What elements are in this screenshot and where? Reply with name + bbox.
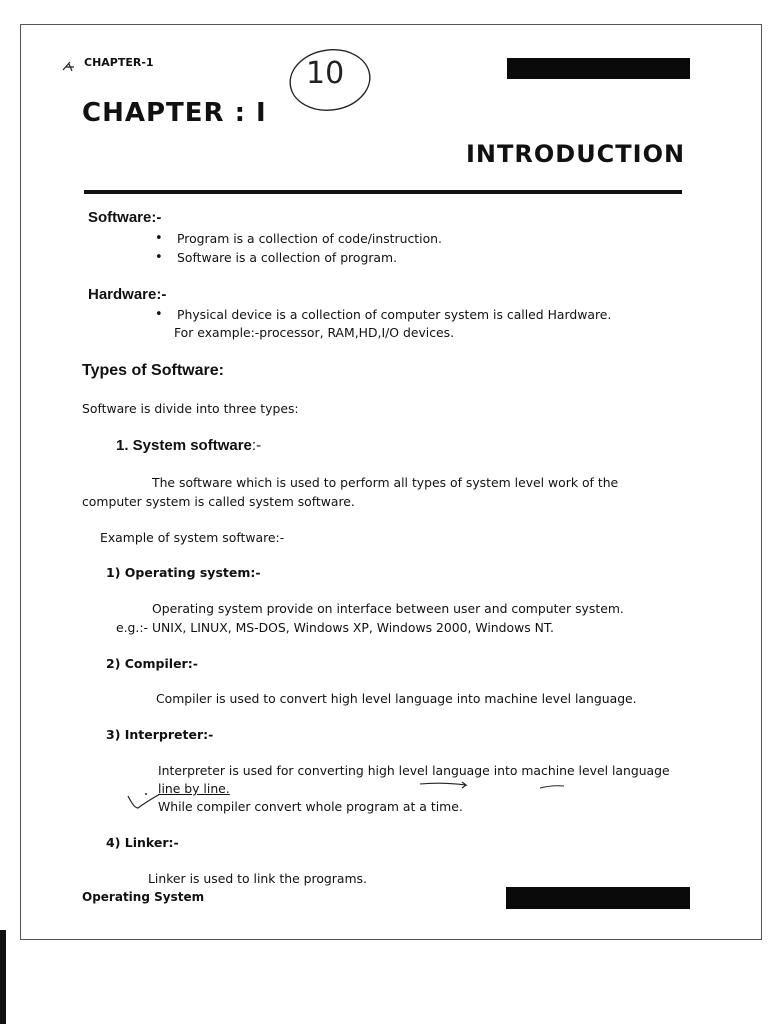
interpreter-line-2: line by line. xyxy=(158,781,230,796)
system-desc-line-1: The software which is used to perform all types of system level work of the xyxy=(152,475,619,490)
scan-edge xyxy=(0,930,6,1024)
chapter-small-label: CHAPTER-1 xyxy=(84,56,154,69)
footer-label: Operating System xyxy=(82,890,205,904)
os-line-2: e.g.:- UNIX, LINUX, MS-DOS, Windows XP, Windows 2000, Windows NT. xyxy=(116,620,554,635)
example-label: Example of system software:- xyxy=(100,530,285,545)
linker-heading: 4) Linker:- xyxy=(106,835,179,850)
hardware-bullet: • Physical device is a collection of computer system is called Hardware. xyxy=(177,307,611,322)
footer-black-bar xyxy=(506,887,690,909)
system-software-suffix: :- xyxy=(251,437,262,454)
types-heading: Types of Software: xyxy=(82,362,224,379)
section-title: INTRODUCTION xyxy=(466,140,686,168)
system-desc-line-2: computer system is called system software. xyxy=(82,494,355,509)
compiler-line-1: Compiler is used to convert high level language into machine level language. xyxy=(156,691,637,706)
handwritten-check-mark xyxy=(126,788,162,814)
pen-mark-icon xyxy=(60,58,82,74)
handwritten-dash-mark xyxy=(538,782,568,792)
hardware-example: For example:-processor, RAM,HD,I/O devices. xyxy=(174,325,455,340)
interpreter-line-1: Interpreter is used for converting high level language into machine level language xyxy=(158,763,670,778)
os-line-1: Operating system provide on interface between user and computer system. xyxy=(152,601,624,616)
hardware-heading: Hardware:- xyxy=(88,286,167,303)
system-software-title: 1. System software xyxy=(116,437,252,454)
software-heading: Software:- xyxy=(88,209,162,226)
os-heading: 1) Operating system:- xyxy=(106,565,261,580)
handwritten-arrow-mark xyxy=(418,780,474,794)
title-rule xyxy=(84,190,682,194)
system-software-heading xyxy=(116,437,261,454)
handwritten-page-number: 10 xyxy=(306,56,345,91)
types-intro: Software is divide into three types: xyxy=(82,401,299,416)
header-black-bar xyxy=(507,58,690,79)
linker-line-1: Linker is used to link the programs. xyxy=(148,871,367,886)
compiler-heading: 2) Compiler:- xyxy=(106,656,198,671)
interpreter-heading: 3) Interpreter:- xyxy=(106,727,214,742)
interpreter-line-3: While compiler convert whole program at a time. xyxy=(158,799,463,814)
chapter-title: CHAPTER : I xyxy=(82,98,267,128)
software-bullet-1: • Program is a collection of code/instruction. xyxy=(177,231,442,246)
software-bullet-2: • Software is a collection of program. xyxy=(177,250,397,265)
